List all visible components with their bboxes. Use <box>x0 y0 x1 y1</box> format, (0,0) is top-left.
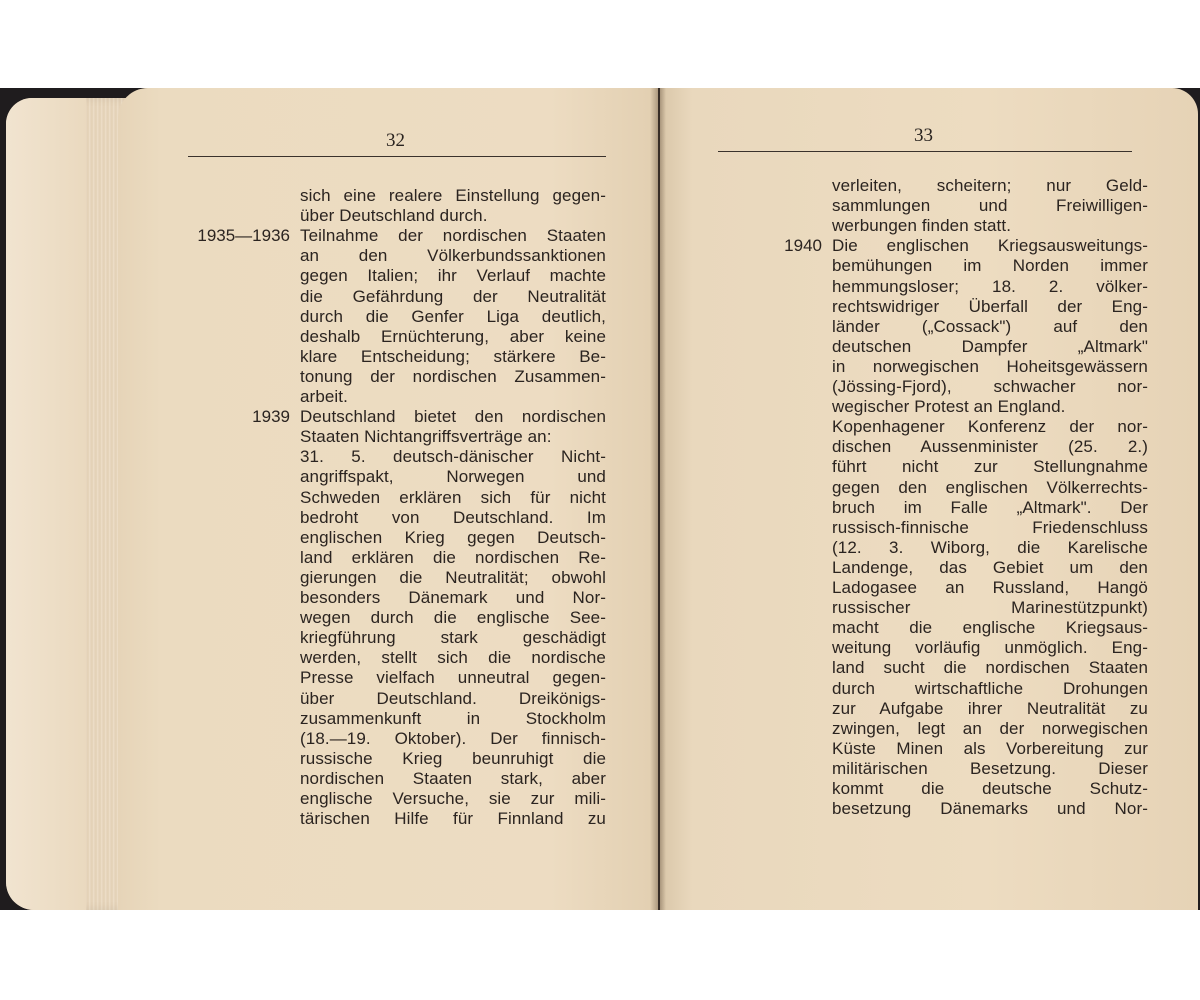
text-line: russische Krieg beunruhigt die <box>300 748 606 768</box>
text-line: länder („Cossack") auf den <box>832 316 1148 336</box>
right-page-number: 33 <box>914 125 933 146</box>
text-line: über Deutschland durch. <box>300 206 488 226</box>
text-line: arbeit. <box>300 387 348 406</box>
right-header-rule <box>718 151 1132 152</box>
text-line: kommt die deutsche Schutz- <box>832 779 1148 798</box>
text-line: werbungen finden statt. <box>832 216 1012 236</box>
text-line: macht die englische Kriegsaus- <box>832 618 1148 638</box>
text-line: (18.—19. Oktober). Der finnisch- <box>300 728 606 748</box>
text-line: angriffspakt, Norwegen und <box>300 467 606 487</box>
text-line: Die englischen Kriegsausweitungs- <box>832 236 1148 256</box>
text-line: sammlungen und Freiwilligen- <box>832 196 1148 216</box>
text-line: gegen Italien; ihr Verlauf machte <box>300 266 606 286</box>
text-line: wegen durch die englische See- <box>300 608 606 628</box>
text-line: Staaten Nichtangriffsverträge an: <box>300 427 552 447</box>
text-line: bruch im Falle „Altmark". Der <box>832 497 1148 517</box>
text-line: land erklären die nordischen Re- <box>300 547 606 567</box>
text-line: tonung der nordischen Zusammen- <box>300 366 606 386</box>
text-line: besonders Dänemark und Nor- <box>300 588 606 607</box>
text-line: werden, stellt sich die nordische <box>300 648 606 668</box>
book-fore-edge <box>6 98 86 910</box>
text-line: die Gefährdung der Neutralität <box>300 286 606 306</box>
text-line: in norwegischen Hoheitsgewässern <box>832 356 1148 376</box>
text-line: bedroht von Deutschland. Im <box>300 507 606 527</box>
text-line: führt nicht zur Stellungnahme <box>832 457 1148 477</box>
text-line: Presse vielfach unneutral gegen- <box>300 668 606 688</box>
text-line: englische Versuche, sie zur mili- <box>300 789 606 808</box>
text-line: russischer Marinestützpunkt) <box>832 598 1148 618</box>
year-label: 1935—1936 <box>197 226 290 246</box>
text-line: gierungen die Neutralität; obwohl <box>300 567 606 587</box>
text-line: Küste Minen als Vorbereitung zur <box>832 738 1148 758</box>
text-line: land sucht die nordischen Staaten <box>832 658 1148 678</box>
text-line: (Jössing-Fjord), schwacher nor- <box>832 377 1148 396</box>
text-line: zusammenkunft in Stockholm <box>300 708 606 728</box>
text-line: Deutschland bietet den nordischen <box>300 407 606 427</box>
text-line: rechtswidriger Überfall der Eng- <box>832 296 1148 316</box>
text-line: über Deutschland. Dreikönigs- <box>300 688 606 708</box>
text-line: sich eine realere Einstellung gegen- <box>300 186 606 205</box>
text-line: klare Entscheidung; stärkere Be- <box>300 346 606 366</box>
text-line: 31. 5. deutsch-dänischer Nicht- <box>300 447 606 467</box>
book-gutter <box>650 88 666 910</box>
text-line: (12. 3. Wiborg, die Karelische <box>832 537 1148 557</box>
text-line: kriegführung stark geschädigt <box>300 628 606 648</box>
text-line: durch die Genfer Liga deutlich, <box>300 306 606 326</box>
text-line: nordischen Staaten stark, aber <box>300 768 606 788</box>
text-line: deshalb Ernüchterung, aber keine <box>300 326 606 346</box>
text-line: verleiten, scheitern; nur Geld- <box>832 176 1148 195</box>
text-line: wegischer Protest an England. <box>832 397 1066 417</box>
text-line: zwingen, legt an der norwegischen <box>832 718 1148 738</box>
text-line: russisch-finnische Friedenschluss <box>832 517 1148 537</box>
text-line: tärischen Hilfe für Finnland zu <box>300 809 606 829</box>
text-line: Teilnahme der nordischen Staaten <box>300 226 606 246</box>
text-line: hemmungsloser; 18. 2. völker- <box>832 276 1148 296</box>
text-line: bemühungen im Norden immer <box>832 256 1148 276</box>
text-line: Landenge, das Gebiet um den <box>832 557 1148 577</box>
text-line: an den Völkerbundssanktionen <box>300 246 606 266</box>
text-line: durch wirtschaftliche Drohungen <box>832 678 1148 698</box>
text-line: zur Aufgabe ihrer Neutralität zu <box>832 698 1148 718</box>
text-line: Ladogasee an Russland, Hangö <box>832 578 1148 597</box>
text-line: Kopenhagener Konferenz der nor- <box>832 417 1148 437</box>
text-line: dischen Aussenminister (25. 2.) <box>832 437 1148 457</box>
left-page-number: 32 <box>386 130 405 151</box>
text-line: deutschen Dampfer „Altmark" <box>832 336 1148 356</box>
text-line: englischen Krieg gegen Deutsch- <box>300 527 606 547</box>
text-line: weitung vorläufig unmöglich. Eng- <box>832 638 1148 658</box>
text-line: gegen den englischen Völkerrechts- <box>832 477 1148 497</box>
text-line: besetzung Dänemarks und Nor- <box>832 799 1148 819</box>
text-line: Schweden erklären sich für nicht <box>300 487 606 507</box>
left-header-rule <box>188 156 606 157</box>
year-label: 1939 <box>252 407 290 427</box>
year-label: 1940 <box>784 236 822 256</box>
text-line: militärischen Besetzung. Dieser <box>832 758 1148 778</box>
